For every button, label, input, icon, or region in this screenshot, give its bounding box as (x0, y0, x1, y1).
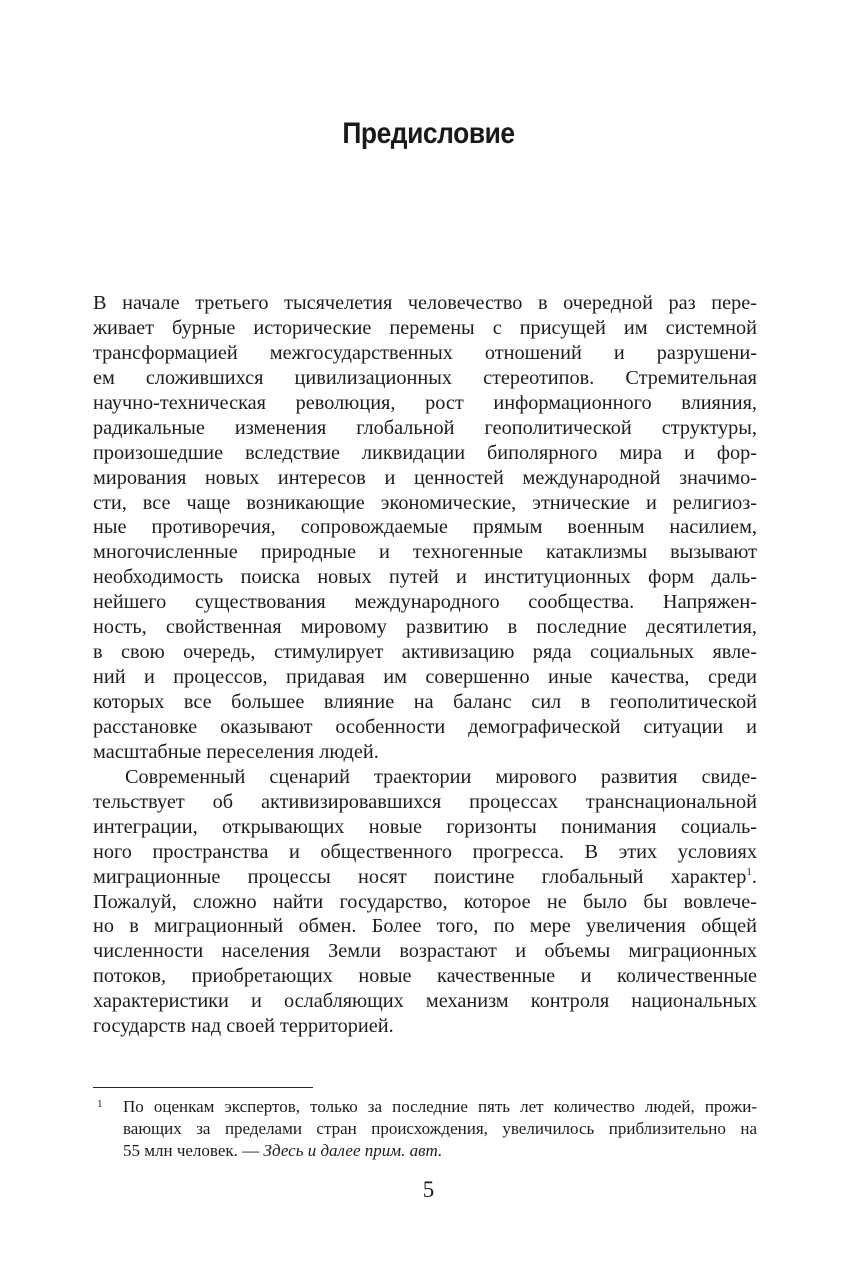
text-line: в свою очередь, стимулирует активизацию ряда социальных явле- (93, 641, 757, 664)
footnote-reference[interactable]: 1 (746, 865, 752, 878)
text-fragment: миграционные процессы носят поистине глобальный характер (93, 865, 747, 888)
paragraph-2 (93, 765, 757, 1039)
text-line: тельствует об активизировавшихся процессах транснациональной (93, 790, 757, 813)
text-line: характеристики и ослабляющих механизм контроля национальных (93, 990, 757, 1013)
text-line: сти, все чаще возникающие экономические, этнические и религиоз- (93, 491, 757, 514)
footnote-line (93, 1140, 757, 1162)
text-fragment: . (751, 865, 757, 888)
text-line: ний и процессов, придавая им совершенно иные качества, среди (93, 666, 757, 689)
text-line: Современный сценарий траектории мирового развития свиде- (125, 765, 757, 788)
text-line: многочисленные природные и техногенные катаклизмы вызывают (93, 541, 757, 564)
footnote-divider (93, 1087, 313, 1088)
text-line: В начале третьего тысячелетия человечество в очередной раз пере- (93, 292, 757, 314)
footnote-line: По оценкам экспертов, только за последние пять лет количество людей, прожи- (123, 1097, 757, 1116)
text-line: живает бурные исторические перемены с присущей им системной (93, 316, 757, 339)
text-line: ные противоречия, сопровождаемые прямым военным насилием, (93, 516, 757, 539)
text-line: потоков, приобретающих новые качественные и количественные (93, 965, 757, 988)
text-line: интеграции, открывающих новые горизонты понимания социаль- (93, 815, 757, 838)
text-line: нейшего существования международного сообщества. Напряжен- (93, 591, 757, 614)
text-line: трансформацией межгосударственных отношений и разрушени- (93, 341, 757, 364)
footnote-line: вающих за пределами стран происхождения, увеличилось приблизительно на (123, 1119, 757, 1139)
text-line: Пожалуй, сложно найти государство, которое не было бы вовлече- (93, 890, 757, 913)
text-line: ность, свойственная мировому развитию в последние десятилетия, (93, 616, 757, 639)
footnote-number: 1 (97, 1098, 103, 1110)
text-line: которых все большее влияние на баланс сил в геополитической (93, 691, 757, 713)
page-title: Предисловие (342, 117, 515, 150)
text-line-with-footnote-ref (93, 865, 757, 890)
paragraph-1 (93, 291, 757, 765)
text-line: научно-техническая революция, рост информационного влияния, (93, 391, 757, 414)
page-number: 5 (422, 1177, 435, 1202)
text-line: необходимость поиска новых путей и институционных форм даль- (93, 566, 757, 589)
main-text (93, 291, 757, 1039)
footnote-italic-note: Здесь и далее прим. авт. (263, 1141, 443, 1161)
text-line: государств над своей территорией. (93, 1015, 394, 1038)
text-line: численности населения Земли возрастают и объемы миграционных (93, 940, 757, 963)
footnote-text: 55 млн человек. — (123, 1141, 264, 1161)
text-line: расстановке оказывают особенности демографической ситуации и (93, 715, 757, 738)
footnote (93, 1096, 757, 1163)
text-line: но в миграционный обмен. Более того, по мере увеличения общей (93, 915, 757, 938)
text-line: масштабные переселения людей. (93, 740, 379, 763)
text-line: произошедшие вследствие ликвидации биполярного мира и фор- (93, 441, 757, 464)
text-line: мирования новых интересов и ценностей международной значимо- (93, 466, 757, 489)
text-line: радикальные изменения глобальной геополитической структуры, (93, 416, 757, 439)
text-line: ем сложившихся цивилизационных стереотипов. Стремительная (93, 366, 757, 389)
text-line: ного пространства и общественного прогресса. В этих условиях (93, 840, 757, 863)
